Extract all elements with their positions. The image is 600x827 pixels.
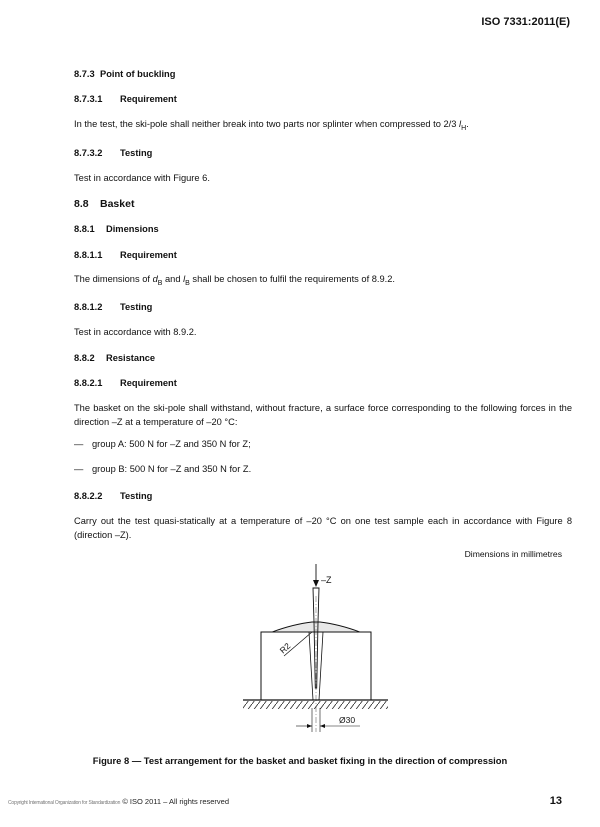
dimension-arrow <box>307 724 312 728</box>
heading-8-8-2-2: 8.8.2.2 Testing <box>74 491 153 501</box>
header-standard-id: ISO 7331:2011(E) <box>481 16 570 28</box>
list-item: — group B: 500 N for –Z and 350 N for Z. <box>74 464 252 474</box>
heading-8-8-1: 8.8.1 Dimensions <box>74 224 159 234</box>
heading-8-7-3-2: 8.7.3.2 Testing <box>74 148 153 158</box>
heading-8-7-3: 8.7.3 Point of buckling <box>74 69 176 79</box>
dimension-arrow <box>320 724 325 728</box>
footer-faint-text: Copyright International Organization for Standardization <box>8 800 121 806</box>
list-item: — group A: 500 N for –Z and 350 N for Z; <box>74 439 251 449</box>
figure-8-drawing <box>0 560 600 740</box>
heading-8-8-2-1: 8.8.2.1 Requirement <box>74 378 177 388</box>
paragraph-basket-dimensions-testing: Test in accordance with 8.9.2. <box>74 327 197 337</box>
diameter-label: Ø30 <box>339 715 356 725</box>
heading-8-7-3-1: 8.7.3.1 Requirement <box>74 94 177 104</box>
heading-8-8-1-2: 8.8.1.2 Testing <box>74 302 153 312</box>
dimensions-note: Dimensions in millimetres <box>464 549 562 559</box>
paragraph-buckling-requirement: In the test, the ski-pole shall neither break into two parts nor splinter when compressed to 2/3 $l_H$. <box>74 119 469 132</box>
paragraph-buckling-testing: Test in accordance with Figure 6. <box>74 173 210 183</box>
paragraph-basket-resistance: The basket on the ski-pole shall withstand, without fracture, a surface force corresponding to the following forces in the direction –Z at a temperature of –20 °C: <box>74 403 572 427</box>
footer-copyright: Copyright International Organization for Standardization © ISO 2011 – All rights reserved <box>8 797 230 806</box>
force-arrow-head <box>313 580 319 587</box>
radius-label: R2 <box>277 640 293 656</box>
figure-caption: Figure 8 — Test arrangement for the basket and basket fixing in the direction of compression <box>92 755 508 766</box>
force-label: –Z <box>321 575 332 585</box>
paragraph-basket-testing: Carry out the test quasi-statically at a temperature of –20 °C on one test sample each in accordance with Figure 8 (direction –Z). <box>74 516 572 540</box>
heading-8-8-1-1: 8.8.1.1 Requirement <box>74 250 177 260</box>
heading-8-8: 8.8 Basket <box>74 198 135 210</box>
heading-8-8-2: 8.8.2 Resistance <box>74 353 156 363</box>
paragraph-basket-dimensions: The dimensions of $d_B$ and $l_B$ shall be chosen to fulfil the requirements of 8.9.2. <box>74 274 396 287</box>
page-number: 13 <box>549 795 562 807</box>
ground-hatching <box>243 701 388 709</box>
